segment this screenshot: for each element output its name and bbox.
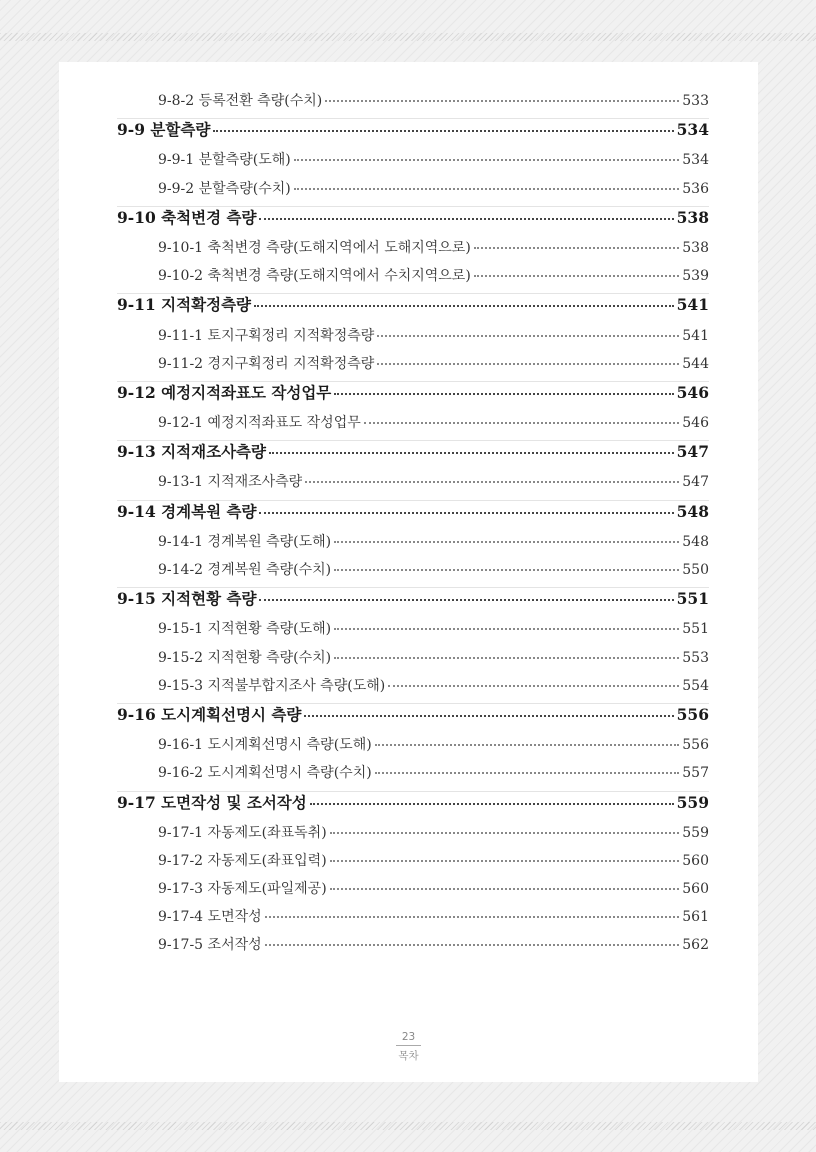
dot-leader (474, 246, 679, 249)
section-divider (117, 703, 709, 704)
top-hatch-band (0, 33, 816, 41)
toc-entry-label: 9-10 축척변경 측량 (117, 207, 257, 227)
toc-entry-label: 9-17 도면작성 및 조서작성 (117, 792, 307, 812)
toc-entry-label: 9-14-2 경계복원 측량(수치) (158, 562, 332, 578)
toc-section-entry[interactable] (59, 381, 758, 412)
toc-entry-label: 9-11 지적확정측량 (117, 295, 252, 315)
toc-entry-label: 9-17-2 자동제도(좌표입력) (158, 852, 327, 869)
dot-leader (325, 99, 679, 102)
toc-entry-page-number: 533 (682, 93, 709, 109)
toc-entry-page-number: 562 (682, 937, 709, 954)
toc-entry-label: 9-9-1 분할측량(도해) (158, 152, 291, 169)
toc-entry-label: 9-10-2 축척변경 측량(도해지역에서 수치지역으로) (158, 268, 471, 285)
dot-leader (330, 887, 680, 890)
toc-entry-page-number: 554 (682, 677, 709, 694)
toc-entry-label: 9-14-1 경계복원 측량(도해) (158, 533, 332, 550)
toc-entry-page-number: 560 (682, 881, 709, 898)
toc-subsection-entry[interactable] (59, 822, 758, 850)
toc-entry-page-number: 539 (682, 268, 709, 285)
footer-section-label: 목차 (398, 1050, 419, 1062)
toc-subsection-entry[interactable] (59, 412, 758, 440)
toc-entry-page-number: 544 (682, 355, 709, 372)
dot-leader (259, 217, 673, 220)
table-of-contents (59, 90, 758, 963)
toc-entry-page-number: 561 (682, 909, 709, 926)
toc-entry-label: 9-14 경계복원 측량 (117, 501, 257, 521)
toc-section-entry[interactable] (59, 703, 758, 734)
toc-entry-label: 9-15 지적현황 측량 (117, 589, 257, 609)
dot-leader (375, 771, 680, 774)
toc-subsection-entry[interactable] (59, 531, 758, 559)
toc-entry-page-number: 550 (682, 562, 709, 578)
dot-leader (334, 540, 679, 543)
toc-entry-page-number: 556 (682, 737, 709, 754)
toc-subsection-entry[interactable] (59, 325, 758, 353)
toc-subsection-entry[interactable] (59, 149, 758, 177)
section-divider (117, 381, 709, 382)
toc-entry-page-number: 559 (676, 792, 709, 812)
dot-leader (254, 304, 674, 307)
toc-entry-label: 9-10-1 축척변경 측량(도해지역에서 도해지역으로) (158, 239, 471, 256)
dot-leader (310, 802, 674, 805)
toc-entry-page-number: 551 (682, 621, 709, 638)
toc-subsection-entry[interactable] (59, 850, 758, 878)
toc-entry-page-number: 538 (676, 207, 709, 227)
toc-entry-label: 9-17-1 자동제도(좌표독취) (158, 824, 327, 841)
dot-leader (294, 187, 680, 190)
toc-entry-page-number: 546 (682, 415, 709, 432)
toc-entry-label: 9-17-3 자동제도(파일제공) (158, 881, 327, 898)
toc-entry-page-number: 548 (676, 501, 709, 521)
dot-leader (269, 451, 674, 454)
toc-entry-page-number: 547 (682, 474, 709, 491)
dot-leader (265, 915, 680, 918)
toc-section-entry[interactable] (59, 440, 758, 471)
toc-entry-label: 9-8-2 등록전환 측량(수치) (158, 93, 323, 109)
toc-entry-page-number: 548 (682, 533, 709, 550)
section-divider (117, 206, 709, 207)
toc-section-entry[interactable] (59, 293, 758, 324)
dot-leader (334, 568, 679, 571)
toc-entry-page-number: 556 (676, 704, 709, 724)
dot-leader (259, 598, 673, 601)
toc-entry-page-number: 546 (676, 382, 709, 402)
toc-subsection-entry[interactable] (59, 353, 758, 381)
toc-entry-page-number: 553 (682, 649, 709, 666)
toc-entry-label: 9-15-1 지적현황 측량(도해) (158, 621, 332, 638)
toc-entry-label: 9-17-5 조서작성 (158, 937, 262, 954)
dot-leader (330, 831, 680, 834)
toc-entry-label: 9-15-3 지적불부합지조사 측량(도해) (158, 677, 386, 694)
dot-leader (334, 392, 673, 395)
toc-subsection-entry[interactable] (59, 471, 758, 499)
toc-subsection-entry[interactable] (59, 90, 758, 118)
section-divider (117, 118, 709, 119)
page-footer (59, 1031, 758, 1063)
toc-subsection-entry[interactable] (59, 237, 758, 265)
dot-leader (213, 129, 673, 132)
toc-entry-label: 9-16-2 도시계획선명시 측량(수치) (158, 765, 372, 782)
toc-entry-label: 9-12-1 예정지적좌표도 작성업무 (158, 415, 361, 432)
toc-entry-label: 9-11-2 경지구획정리 지적확정측량 (158, 355, 375, 372)
toc-subsection-entry[interactable] (59, 265, 758, 293)
toc-entry-label: 9-17-4 도면작성 (158, 909, 262, 926)
toc-entry-page-number: 541 (676, 295, 709, 315)
toc-entry-label: 9-12 예정지적좌표도 작성업무 (117, 382, 332, 402)
toc-entry-page-number: 560 (682, 852, 709, 869)
section-divider (117, 500, 709, 501)
dot-leader (265, 943, 680, 946)
toc-section-entry[interactable] (59, 206, 758, 237)
dot-leader (375, 743, 680, 746)
toc-subsection-entry[interactable] (59, 647, 758, 675)
toc-entry-page-number: 538 (682, 239, 709, 256)
toc-subsection-entry[interactable] (59, 734, 758, 762)
toc-section-entry[interactable] (59, 118, 758, 149)
section-divider (117, 293, 709, 294)
toc-entry-page-number: 551 (676, 589, 709, 609)
toc-subsection-entry[interactable] (59, 675, 758, 703)
section-divider (117, 440, 709, 441)
toc-entry-label: 9-13-1 지적재조사측량 (158, 474, 303, 491)
toc-section-entry[interactable] (59, 791, 758, 822)
toc-entry-page-number: 534 (682, 152, 709, 169)
toc-entry-label: 9-9 분할측량 (117, 120, 211, 140)
toc-entry-page-number: 541 (682, 327, 709, 344)
dot-leader (364, 421, 680, 424)
toc-subsection-entry[interactable] (59, 762, 758, 790)
toc-entry-page-number: 559 (682, 824, 709, 841)
dot-leader (474, 274, 679, 277)
dot-leader (334, 656, 679, 659)
dot-leader (305, 480, 679, 483)
dot-leader (334, 627, 679, 630)
toc-subsection-entry[interactable] (59, 618, 758, 646)
toc-subsection-entry[interactable] (59, 934, 758, 962)
toc-entry-label: 9-13 지적재조사측량 (117, 442, 266, 462)
toc-entry-page-number: 536 (682, 180, 709, 197)
section-divider (117, 587, 709, 588)
document-page (59, 62, 758, 1082)
bottom-hatch-band (0, 1122, 816, 1130)
footer-page-number: 23 (396, 1031, 421, 1046)
section-divider (117, 791, 709, 792)
dot-leader (377, 362, 679, 365)
toc-subsection-entry[interactable] (59, 559, 758, 587)
toc-entry-page-number: 557 (682, 765, 709, 782)
toc-entry-page-number: 534 (676, 120, 709, 140)
toc-entry-label: 9-16 도시계획선명시 측량 (117, 704, 302, 724)
toc-subsection-entry[interactable] (59, 906, 758, 934)
toc-subsection-entry[interactable] (59, 878, 758, 906)
toc-entry-label: 9-11-1 토지구획정리 지적확정측량 (158, 327, 375, 344)
toc-entry-label: 9-15-2 지적현황 측량(수치) (158, 649, 332, 666)
dot-leader (330, 859, 680, 862)
toc-section-entry[interactable] (59, 500, 758, 531)
dot-leader (377, 334, 679, 337)
dot-leader (294, 158, 680, 161)
dot-leader (304, 714, 673, 717)
toc-entry-label: 9-9-2 분할측량(수치) (158, 180, 291, 197)
toc-entry-page-number: 547 (676, 442, 709, 462)
toc-entry-label: 9-16-1 도시계획선명시 측량(도해) (158, 737, 372, 754)
dot-leader (388, 684, 679, 687)
dot-leader (259, 511, 673, 514)
toc-section-entry[interactable] (59, 587, 758, 618)
toc-subsection-entry[interactable] (59, 178, 758, 206)
